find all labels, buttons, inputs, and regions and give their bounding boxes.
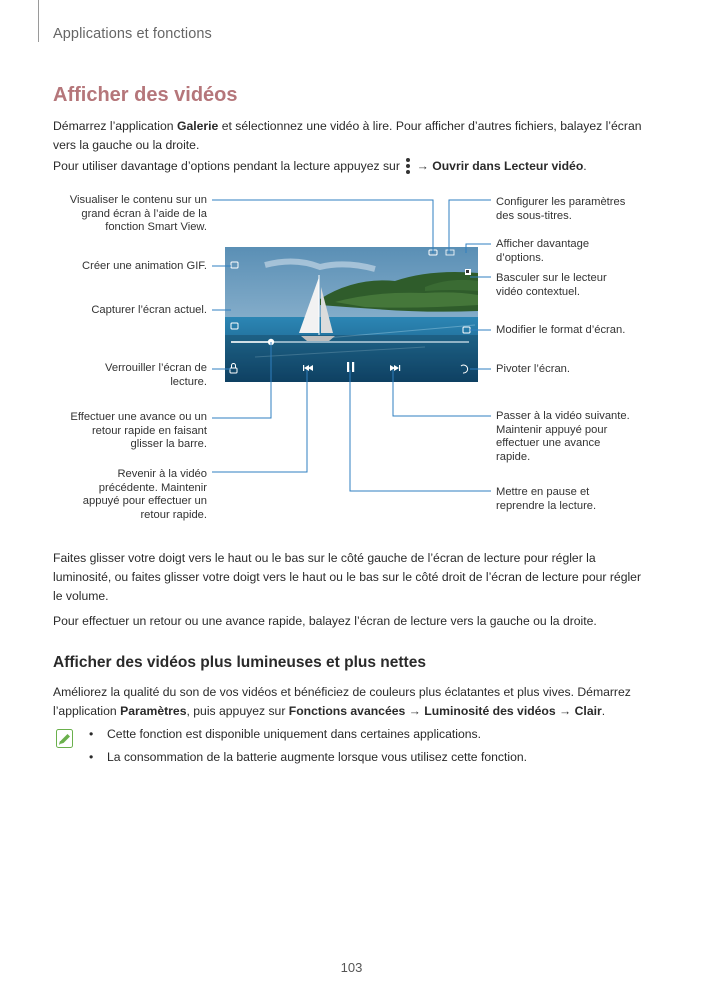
- swipe-paragraph: Pour effectuer un retour ou une avance rapide, balayez l’écran de lecture vers la gauche ou la droite.: [53, 614, 597, 628]
- callout-gif: Créer une animation GIF.: [82, 260, 207, 272]
- header-section-title: Applications et fonctions: [53, 26, 212, 42]
- note-pencil-icon: [56, 729, 73, 748]
- subsection-paragraph: Améliorez la qualité du son de vos vidéos et bénéficiez de couleurs plus éclatantes et plus vives. Démarrez l’application Paramètres, puis appuyez sur Fonctions avancées → Luminosité des vidéos → Clair.: [53, 685, 631, 718]
- callout-more-options: Afficher davantage d’options.: [496, 238, 590, 264]
- player-controls: [225, 247, 478, 382]
- callout-subtitles: Configurer les paramètres des sous-titres.: [496, 196, 626, 222]
- page-number: 103: [340, 960, 363, 975]
- callout-ratio: Modifier le format d’écran.: [496, 324, 626, 336]
- menu-luminosite-videos: Luminosité des vidéos: [424, 704, 556, 718]
- callout-capture: Capturer l’écran actuel.: [91, 304, 207, 316]
- open-in-video-player-link: Ouvrir dans Lecteur vidéo: [432, 159, 584, 173]
- app-name-galerie: Galerie: [176, 119, 219, 133]
- gestures-paragraph: Faites glisser votre doigt vers le haut ou le bas sur le côté gauche de l’écran de lecture pour régler la luminosité, ou faites glisser votre doigt vers le haut ou le bas sur le côté droit de l’écran de lecture pour régler le volume.: [53, 551, 642, 603]
- section-title: Afficher des vidéos: [53, 84, 238, 106]
- callout-popup-player: Basculer sur le lecteur vidéo contextuel.: [496, 272, 607, 298]
- callout-rotate: Pivoter l’écran.: [496, 363, 570, 375]
- intro-paragraph: Démarrez l’application Galerie et sélectionnez une vidéo à lire. Pour afficher d’autres fichiers, balayez l’écran vers la gauche ou la droite.: [53, 119, 642, 152]
- app-name-parametres: Paramètres: [120, 704, 187, 718]
- menu-fonctions-avancees: Fonctions avancées: [288, 704, 406, 718]
- callout-next: Passer à la vidéo suivante. Maintenir appuyé pour effectuer une avance rapide.: [496, 410, 630, 463]
- more-options-icon: [404, 157, 412, 174]
- callout-smart-view: Visualiser le contenu sur un grand écran à l’aide de la fonction Smart View.: [69, 194, 207, 233]
- subsection-title: Afficher des vidéos plus lumineuses et plus nettes: [53, 654, 426, 671]
- header-rule: [38, 0, 39, 42]
- menu-clair: Clair: [574, 704, 602, 718]
- video-player-screen[interactable]: [225, 247, 478, 382]
- callout-lock: Verrouiller l’écran de lecture.: [105, 362, 207, 388]
- callout-previous: Revenir à la vidéo précédente. Maintenir appuyé pour effectuer un retour rapide.: [82, 468, 207, 521]
- callout-pause: Mettre en pause et reprendre la lecture.: [496, 486, 597, 512]
- callout-seek: Effectuer une avance ou un retour rapide en faisant glisser la barre.: [70, 411, 207, 450]
- options-paragraph: Pour utiliser davantage d’options pendant la lecture appuyez sur → Ouvrir dans Lecteur vidéo.: [53, 159, 587, 173]
